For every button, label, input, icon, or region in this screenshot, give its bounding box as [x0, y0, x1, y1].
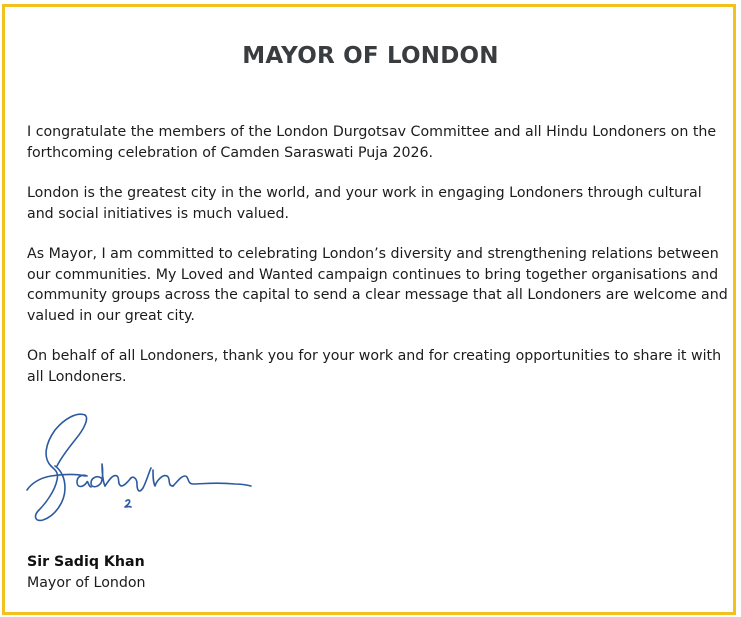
- text-line: As Mayor, I am committed to celebrating London’s diversity and strengthening relations between: [27, 246, 719, 262]
- text-line: forthcoming celebration of Camden Saraswati Puja 2026.: [27, 144, 434, 161]
- letterhead-title: MAYOR OF LONDON: [242, 43, 499, 69]
- paragraph-commitment: [27, 244, 728, 326]
- signatory-name: Sir Sadiq Khan: [27, 554, 145, 570]
- text-line: all Londoners.: [27, 368, 127, 385]
- signature-icon: [25, 410, 255, 525]
- text-line: London is the greatest city in the world, and your work in engaging Londoners through cultural: [27, 185, 702, 201]
- text-line: our communities. My Loved and Wanted campaign continues to bring together organisations and: [27, 266, 719, 283]
- text-line: and social initiatives is much valued.: [27, 205, 289, 222]
- text-line: On behalf of all Londoners, thank you for your work and for creating opportunities to share it with: [27, 348, 722, 364]
- paragraph-congratulations: [27, 122, 717, 163]
- signatory-title: Mayor of London: [27, 575, 146, 591]
- text-line: I congratulate the members of the London Durgotsav Committee and all Hindu Londoners on the: [27, 124, 717, 140]
- paragraph-thanks: [27, 346, 722, 387]
- text-line: valued in our great city.: [27, 307, 195, 324]
- text-line: community groups across the capital to send a clear message that all Londoners are welcome and: [27, 287, 728, 303]
- paragraph-greatest-city: [27, 183, 717, 224]
- letter-body: [27, 122, 728, 407]
